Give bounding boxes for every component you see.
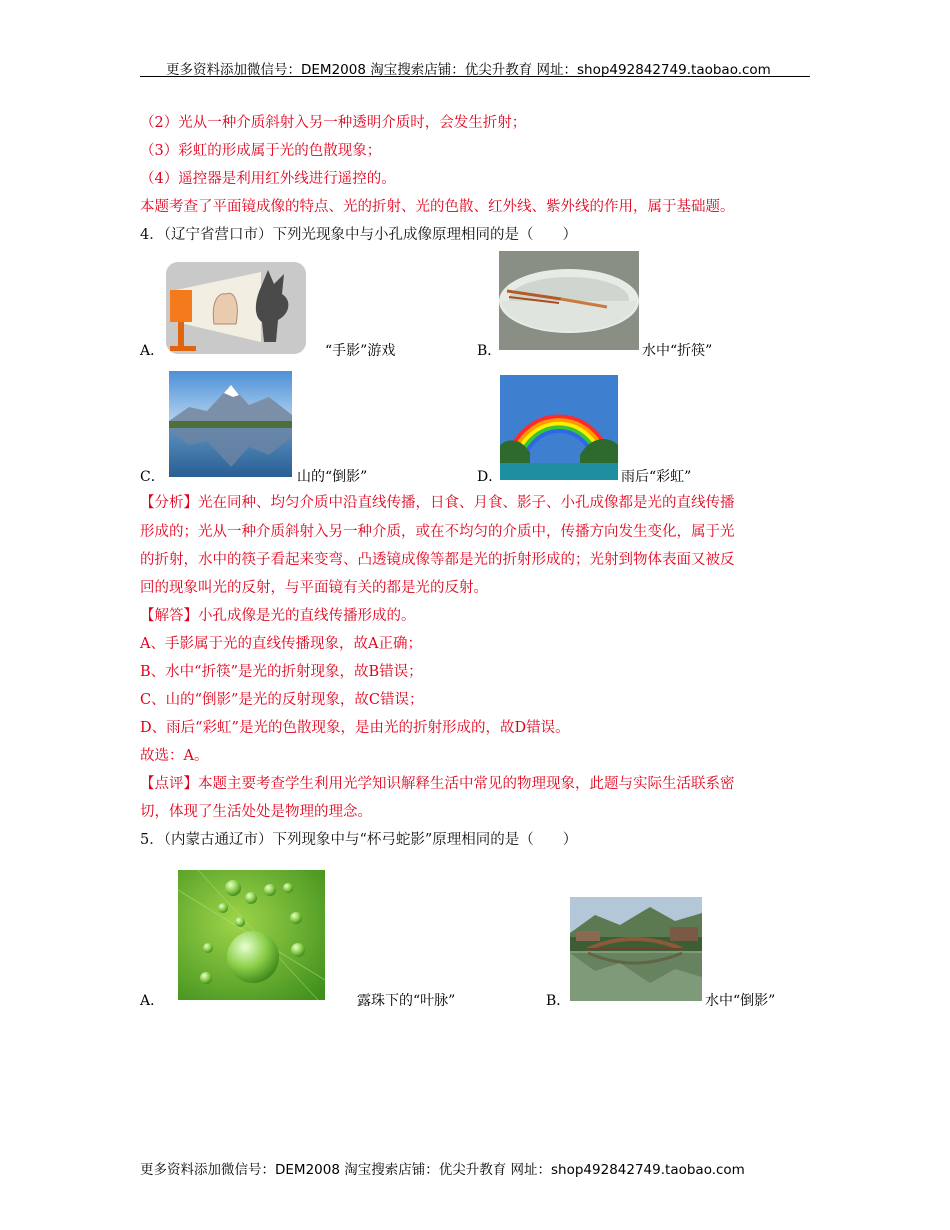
prev-point-2: （2）光从一种介质斜射入另一种透明介质时，会发生折射； (140, 115, 527, 131)
prev-point-4: （4）遥控器是利用红外线进行遥控的。 (140, 171, 396, 187)
q4-analysis-line-2: 形成的；光从一种介质斜射入另一种介质，或在不均匀的介质中，传播方向发生变化，属于光 (140, 524, 735, 540)
q4-image-hand-shadow (166, 262, 306, 354)
q4-option-c-text: 山的“倒影” (297, 469, 368, 485)
q5-option-b-text: 水中“倒影” (705, 993, 776, 1009)
q4-analysis-line-4: 回的现象叫光的反射，与平面镜有关的都是光的反射。 (140, 580, 488, 596)
q5-option-a-text: 露珠下的“叶脉” (357, 993, 456, 1009)
q4-option-d-letter: D． (477, 469, 503, 485)
prev-point-3: （3）彩虹的形成属于光的色散现象； (140, 143, 382, 159)
q4-review-line-2: 切，体现了生活处处是物理的理念。 (140, 804, 372, 820)
q4-review-line-1: 【点评】本题主要考查学生利用光学知识解释生活中常见的物理现象，此题与实际生活联系密 (140, 776, 735, 792)
q4-analysis-line-3: 的折射，水中的筷子看起来变弯、凸透镜成像等都是光的折射形成的；光射到物体表面又被反 (140, 552, 735, 568)
q4-choice: 故选：A。 (140, 748, 209, 764)
q4-image-rainbow (500, 375, 618, 480)
prev-summary: 本题考查了平面镜成像的特点、光的折射、光的色散、红外线、紫外线的作用，属于基础题。 (140, 199, 735, 215)
q4-answer-b: B、水中“折筷”是光的折射现象，故B错误； (140, 664, 423, 680)
q5-option-b-letter: B． (546, 993, 571, 1009)
q4-option-b-letter: B． (477, 343, 502, 359)
q4-option-a-text: “手影”游戏 (325, 343, 396, 359)
page-header: 更多资料添加微信号：DEM2008 淘宝搜索店铺：优尖升教育 网址：shop492842749.taobao.com (166, 62, 771, 78)
q4-option-b-text: 水中“折筷” (642, 343, 713, 359)
q4-answer-head: 【解答】小孔成像是光的直线传播形成的。 (140, 608, 416, 624)
q4-answer-d: D、雨后“彩虹”是光的色散现象，是由光的折射形成的，故D错误。 (140, 720, 570, 736)
q5-stem: 5．（内蒙古通辽市）下列现象中与“杯弓蛇影”原理相同的是（ ） (140, 832, 578, 848)
q4-image-mountain-reflection (169, 371, 292, 477)
q4-option-c-letter: C． (140, 469, 165, 485)
q5-option-a-letter: A． (140, 993, 165, 1009)
header-rule (140, 76, 810, 77)
q4-image-bent-chopsticks (499, 251, 639, 350)
q4-answer-a: A、手影属于光的直线传播现象，故A正确； (140, 636, 422, 652)
q4-option-d-text: 雨后“彩虹” (621, 469, 692, 485)
q4-option-a-letter: A． (140, 343, 165, 359)
q4-answer-c: C、山的“倒影”是光的反射现象，故C错误； (140, 692, 424, 708)
q4-analysis-line-1: 【分析】光在同种、均匀介质中沿直线传播，日食、月食、影子、小孔成像都是光的直线传播 (140, 495, 735, 511)
q5-image-dewdrops-leaf (178, 870, 325, 1000)
q4-stem: 4．（辽宁省营口市）下列光现象中与小孔成像原理相同的是（ ） (140, 227, 577, 243)
q5-image-bridge-reflection (570, 897, 702, 1001)
page-footer: 更多资料添加微信号：DEM2008 淘宝搜索店铺：优尖升教育 网址：shop492842749.taobao.com (140, 1162, 745, 1178)
